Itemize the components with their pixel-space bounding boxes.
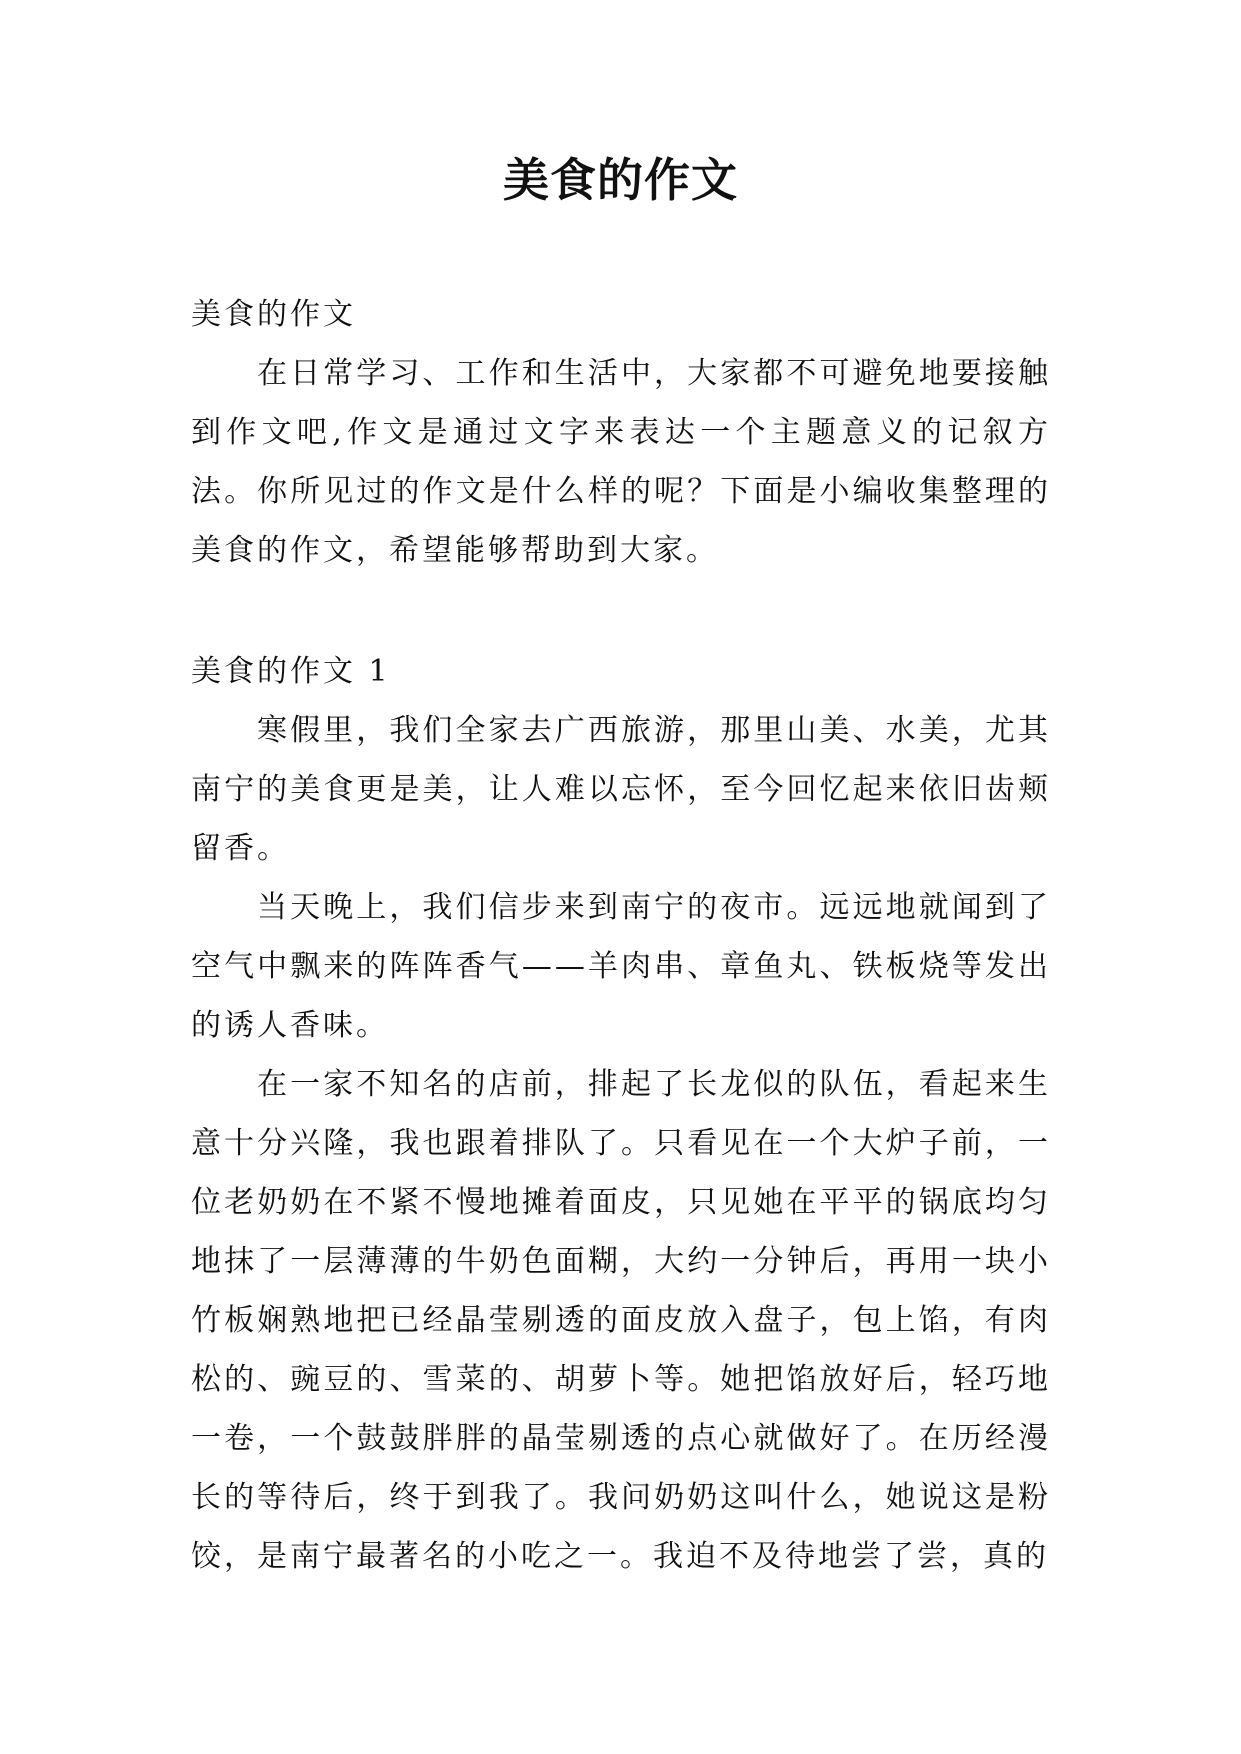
document-body bbox=[191, 285, 1051, 1586]
essay-1-paragraph-2: 当天晚上，我们信步来到南宁的夜市。远远地就闻到了空气中飘来的阵阵香气——羊肉串、章鱼丸、铁板烧等发出的诱人香味。 bbox=[191, 890, 1051, 1043]
essay-1-paragraph-3: 在一家不知名的店前，排起了长龙似的队伍，看起来生意十分兴隆，我也跟着排队了。只看见在一个大炉子前，一位老奶奶在不紧不慢地摊着面皮，只见她在平平的锅底均匀地抹了一层薄薄的牛奶色面糊，大约一分钟后，再用一块小竹板娴熟地把已经晶莹剔透的面皮放入盘子，包上馅，有肉松的、豌豆的、雪菜的、胡萝卜等。她把馅放好后，轻巧地一卷，一个鼓鼓胖胖的晶莹剔透的点心就做好了。在历经漫长的等待后，终于到我了。我问奶奶这叫什么，她说这是粉饺，是南宁最著名的小吃之一。我迫不及待地尝了尝，真的 bbox=[191, 1067, 1051, 1574]
intro-heading: 美食的作文 bbox=[191, 297, 356, 332]
essay-1-paragraph-1: 寒假里，我们全家去广西旅游，那里山美、水美，尤其南宁的美食更是美，让人难以忘怀，至今回忆起来依旧齿颊留香。 bbox=[191, 713, 1051, 866]
intro-paragraph: 在日常学习、工作和生活中，大家都不可避免地要接触到作文吧,作文是通过文字来表达一个主题意义的记叙方法。你所见过的作文是什么样的呢？下面是小编收集整理的美食的作文，希望能够帮助到大家。 bbox=[191, 356, 1051, 568]
section-spacer bbox=[191, 580, 1051, 642]
document-title: 美食的作文 bbox=[503, 153, 738, 207]
essay-1-heading: 美食的作文 1 bbox=[191, 654, 391, 689]
